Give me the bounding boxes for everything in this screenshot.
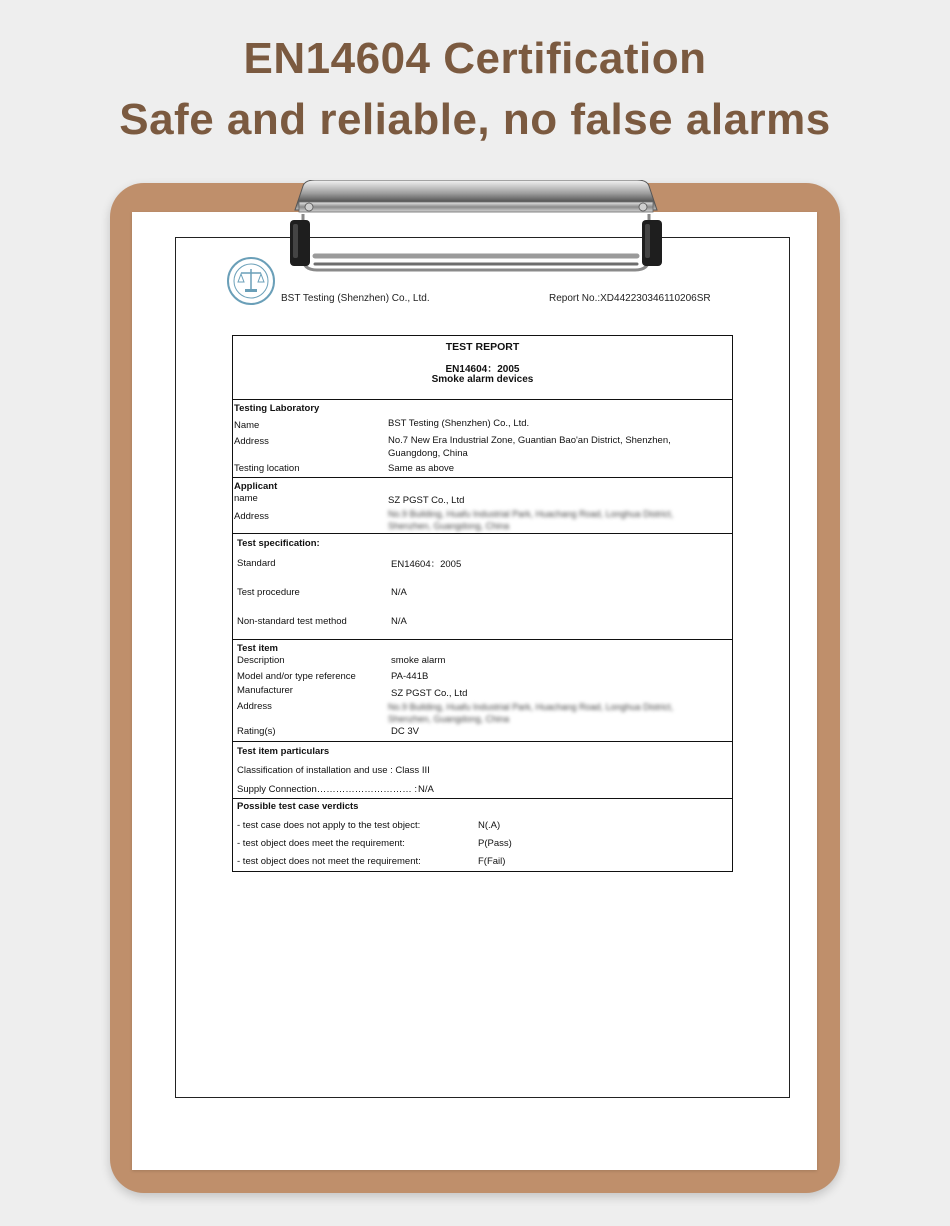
divider: [233, 639, 732, 640]
verdict-row-value: F(Fail): [478, 856, 506, 867]
applicant-address-label: Address: [234, 511, 269, 522]
verdict-row-value: N(.A): [478, 820, 501, 831]
lab-location-label: Testing location: [234, 463, 300, 474]
divider: [233, 798, 732, 799]
report-standard: EN14604：2005: [445, 364, 520, 375]
section-heading-applicant: Applicant: [234, 481, 278, 492]
headline-tagline: Safe and reliable, no false alarms: [119, 95, 831, 144]
lab-header: BST Testing (Shenzhen) Co., Ltd.: [281, 293, 430, 304]
spec-standard-label: Standard: [237, 558, 276, 569]
spec-procedure-label: Test procedure: [237, 587, 300, 598]
section-heading-test-specification: Test specification:: [237, 538, 320, 549]
spec-standard-value: EN14604：2005: [391, 559, 462, 570]
item-description-label: Description: [237, 655, 285, 666]
divider: [233, 399, 732, 400]
spec-nonstandard-label: Non-standard test method: [237, 616, 347, 627]
item-manufacturer-label: Manufacturer: [237, 685, 293, 696]
verdict-row-value: P(Pass): [478, 838, 512, 849]
divider: [233, 477, 732, 478]
lab-location-value: Same as above: [388, 463, 455, 474]
test-report-table: [232, 335, 733, 872]
verdict-row-label: - test case does not apply to the test object:: [237, 820, 421, 831]
report-subtitle: Smoke alarm devices: [431, 374, 534, 385]
particulars-supply-value: N/A: [418, 784, 434, 795]
verdict-row-label: - test object does meet the requirement:: [237, 838, 405, 849]
report-number: Report No.:XD442230346110206SR: [549, 293, 711, 304]
item-rating-value: DC 3V: [391, 726, 419, 737]
headline-certification: EN14604 Certification: [243, 34, 707, 83]
section-heading-testing-laboratory: Testing Laboratory: [234, 403, 320, 414]
spec-nonstandard-value: N/A: [391, 616, 407, 627]
lab-address-label: Address: [234, 436, 269, 447]
applicant-address-line1-blurred: No.9 Building, Huafu Industrial Park, Huachang Road, Longhua District,: [388, 509, 674, 519]
item-model-label: Model and/or type reference: [237, 671, 356, 682]
divider: [233, 741, 732, 742]
clipboard-clip-icon: [285, 180, 667, 275]
report-title: TEST REPORT: [445, 341, 520, 353]
item-address-label: Address: [237, 701, 272, 712]
lab-address-line2: Guangdong, China: [388, 448, 468, 459]
item-rating-label: Rating(s): [237, 726, 276, 737]
lab-name-label: Name: [234, 420, 260, 431]
applicant-name-label: name: [234, 493, 258, 504]
item-description-value: smoke alarm: [391, 655, 446, 666]
section-heading-particulars: Test item particulars: [237, 746, 330, 757]
item-address-line2-blurred: Shenzhen, Guangdong, China: [388, 714, 510, 724]
verdict-row-label: - test object does not meet the requirement:: [237, 856, 421, 867]
spec-procedure-value: N/A: [391, 587, 407, 598]
section-heading-test-item: Test item: [237, 643, 279, 654]
divider: [233, 533, 732, 534]
section-heading-verdicts: Possible test case verdicts: [237, 801, 359, 812]
item-model-value: PA-441B: [391, 671, 429, 682]
particulars-classification: Classification of installation and use : Class III: [237, 765, 430, 776]
scales-of-justice-seal-icon: [226, 256, 276, 306]
lab-name-value: BST Testing (Shenzhen) Co., Ltd.: [388, 418, 530, 429]
applicant-address-line2-blurred: Shenzhen, Guangdong, China: [388, 521, 510, 531]
lab-address-line1: No.7 New Era Industrial Zone, Guantian Bao'an District, Shenzhen,: [388, 435, 671, 446]
item-address-line1-blurred: No.9 Building, Huafu Industrial Park, Huachang Road, Longhua District,: [388, 702, 674, 712]
applicant-name-value: SZ PGST Co., Ltd: [388, 495, 465, 506]
particulars-supply-label: Supply Connection………………………… :: [237, 784, 418, 795]
item-manufacturer-value: SZ PGST Co., Ltd: [391, 688, 468, 699]
